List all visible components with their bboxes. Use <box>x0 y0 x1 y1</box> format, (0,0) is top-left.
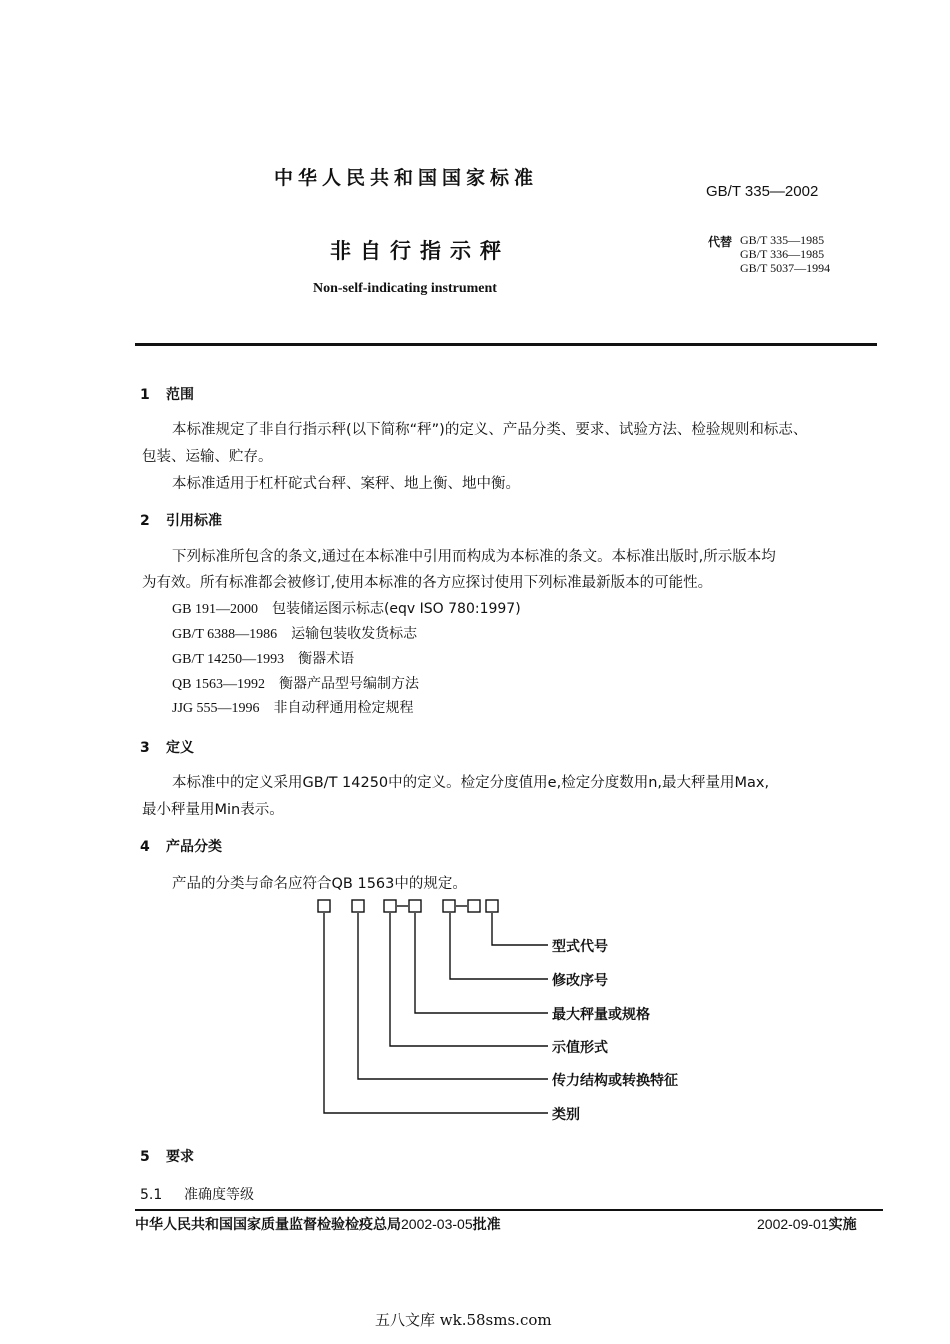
diagram-label: 最大秤量或规格 <box>552 1007 650 1023</box>
section-title: 引用标准 <box>166 513 222 529</box>
reference-code: GB/T 6388—1986 <box>172 627 278 642</box>
replaces-label: 代替 <box>708 235 733 249</box>
approve-label: 批准 <box>472 1217 501 1233</box>
watermark: 五八文库 wk.58sms.com <box>375 1311 552 1329</box>
code-box <box>443 900 455 912</box>
paragraph: 本标准适用于杠杆砣式台秤、案秤、地上衡、地中衡。 <box>172 476 520 492</box>
paragraph: 产品的分类与命名应符合QB 1563中的规定。 <box>172 876 467 892</box>
reference-name: 衡器术语 <box>298 651 355 667</box>
country-standard-heading: 中华人民共和国国家标准 <box>274 167 539 189</box>
footer-implementation <box>757 1214 857 1234</box>
approve-date: 2002-03-05 <box>401 1216 473 1232</box>
section-number: 4 <box>140 839 150 855</box>
paragraph: 本标准规定了非自行指示秤(以下简称“秤”)的定义、产品分类、要求、试验方法、检验规则和标志、 <box>172 422 808 438</box>
paragraph: 本标准中的定义采用GB/T 14250中的定义。检定分度值用e,检定分度数用n,最大秤量用Max, <box>172 775 770 791</box>
footer-divider <box>135 1209 883 1211</box>
section-title: 定义 <box>166 740 194 756</box>
paragraph: 为有效。所有标准都会被修订,使用本标准的各方应探讨使用下列标准最新版本的可能性。 <box>142 575 713 591</box>
reference-code: JJG 555—1996 <box>172 701 260 716</box>
paragraph: 最小秤量用Min表示。 <box>142 802 284 818</box>
code-box <box>409 900 421 912</box>
diagram-label: 传力结构或转换特征 <box>552 1073 678 1089</box>
section-number: 1 <box>140 387 150 403</box>
footer-issuer: 中华人民共和国国家质量监督检验检疫总局 <box>135 1217 401 1233</box>
code-box <box>486 900 498 912</box>
english-title: Non-self-indicating instrument <box>313 281 497 296</box>
code-box <box>318 900 330 912</box>
reference-name: 运输包装收发货标志 <box>291 626 418 642</box>
code-box <box>384 900 396 912</box>
diagram-label: 型式代号 <box>552 939 608 955</box>
reference-name: 非自动秤通用检定规程 <box>273 700 414 716</box>
footer-approval <box>135 1214 501 1234</box>
subsection-5-1-heading <box>140 1184 254 1204</box>
code-box <box>468 900 480 912</box>
code-box <box>352 900 364 912</box>
replaces-item: GB/T 335—1985 <box>740 233 825 247</box>
section-number: 5 <box>140 1149 150 1165</box>
document-title: 非自行指示秤 <box>330 239 510 263</box>
subsection-title: 准确度等级 <box>184 1187 254 1203</box>
section-number: 3 <box>140 740 150 756</box>
section-5-heading <box>140 1146 194 1166</box>
reference-code: GB/T 14250—1993 <box>172 652 285 667</box>
leader-line <box>492 913 548 945</box>
reference-name: 包装储运图示标志(eqv ISO 780:1997) <box>271 601 521 617</box>
diagram-label: 修改序号 <box>552 973 608 989</box>
diagram-label: 类别 <box>552 1107 580 1123</box>
leader-line <box>415 913 548 1013</box>
replaces-item: GB/T 336—1985 <box>740 247 825 261</box>
subsection-number: 5.1 <box>140 1187 163 1203</box>
section-number: 2 <box>140 513 150 529</box>
standard-number-text: GB/T 335—2002 <box>706 183 819 200</box>
paragraph: 包装、运输、贮存。 <box>142 449 273 465</box>
reference-name: 衡器产品型号编制方法 <box>278 676 419 692</box>
impl-date: 2002-09-01 <box>757 1216 829 1232</box>
leader-line <box>358 913 548 1079</box>
impl-label: 实施 <box>828 1217 857 1233</box>
reference-code: QB 1563—1992 <box>172 677 265 692</box>
paragraph: 下列标准所包含的条文,通过在本标准中引用而构成为本标准的条文。本标准出版时,所示版本均 <box>172 549 776 565</box>
section-title: 产品分类 <box>166 839 222 855</box>
leader-line <box>450 913 548 979</box>
reference-code: GB 191—2000 <box>172 602 258 617</box>
replaces-item: GB/T 5037—1994 <box>740 261 831 275</box>
section-title: 要求 <box>166 1149 194 1165</box>
section-title: 范围 <box>166 387 194 403</box>
diagram-label: 示值形式 <box>552 1040 608 1056</box>
